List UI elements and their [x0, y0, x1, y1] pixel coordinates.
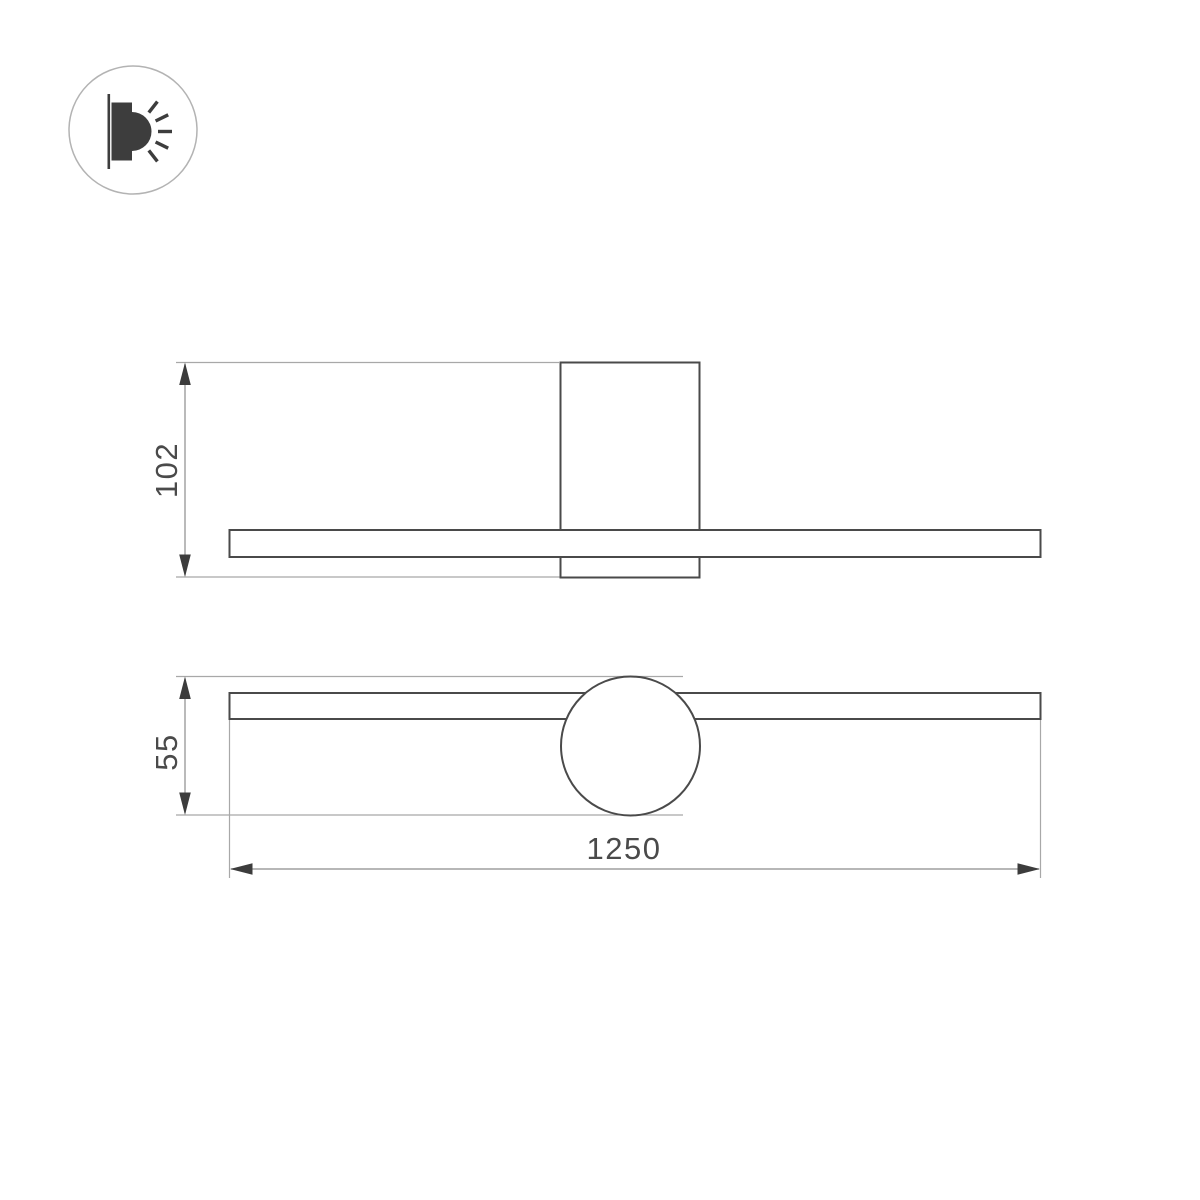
wall-surface-line: [108, 94, 111, 169]
arrowhead-down: [179, 555, 191, 578]
arrowhead-down: [179, 793, 191, 816]
mount-disc-front: [561, 677, 700, 816]
light-bar-side: [230, 530, 1041, 557]
front-view: [149, 677, 1041, 879]
dimension-label-height-front: 55: [149, 733, 184, 771]
lamp-body: [112, 103, 133, 161]
arrowhead-up: [179, 677, 191, 700]
arrowhead-right: [1018, 863, 1041, 875]
arrowhead-up: [179, 363, 191, 386]
side-view: [149, 363, 1041, 578]
dimension-label-height-side: 102: [149, 441, 184, 499]
dimension-label-length: 1250: [586, 831, 662, 866]
wall-light-badge: [69, 66, 197, 194]
arrowhead-left: [230, 863, 253, 875]
